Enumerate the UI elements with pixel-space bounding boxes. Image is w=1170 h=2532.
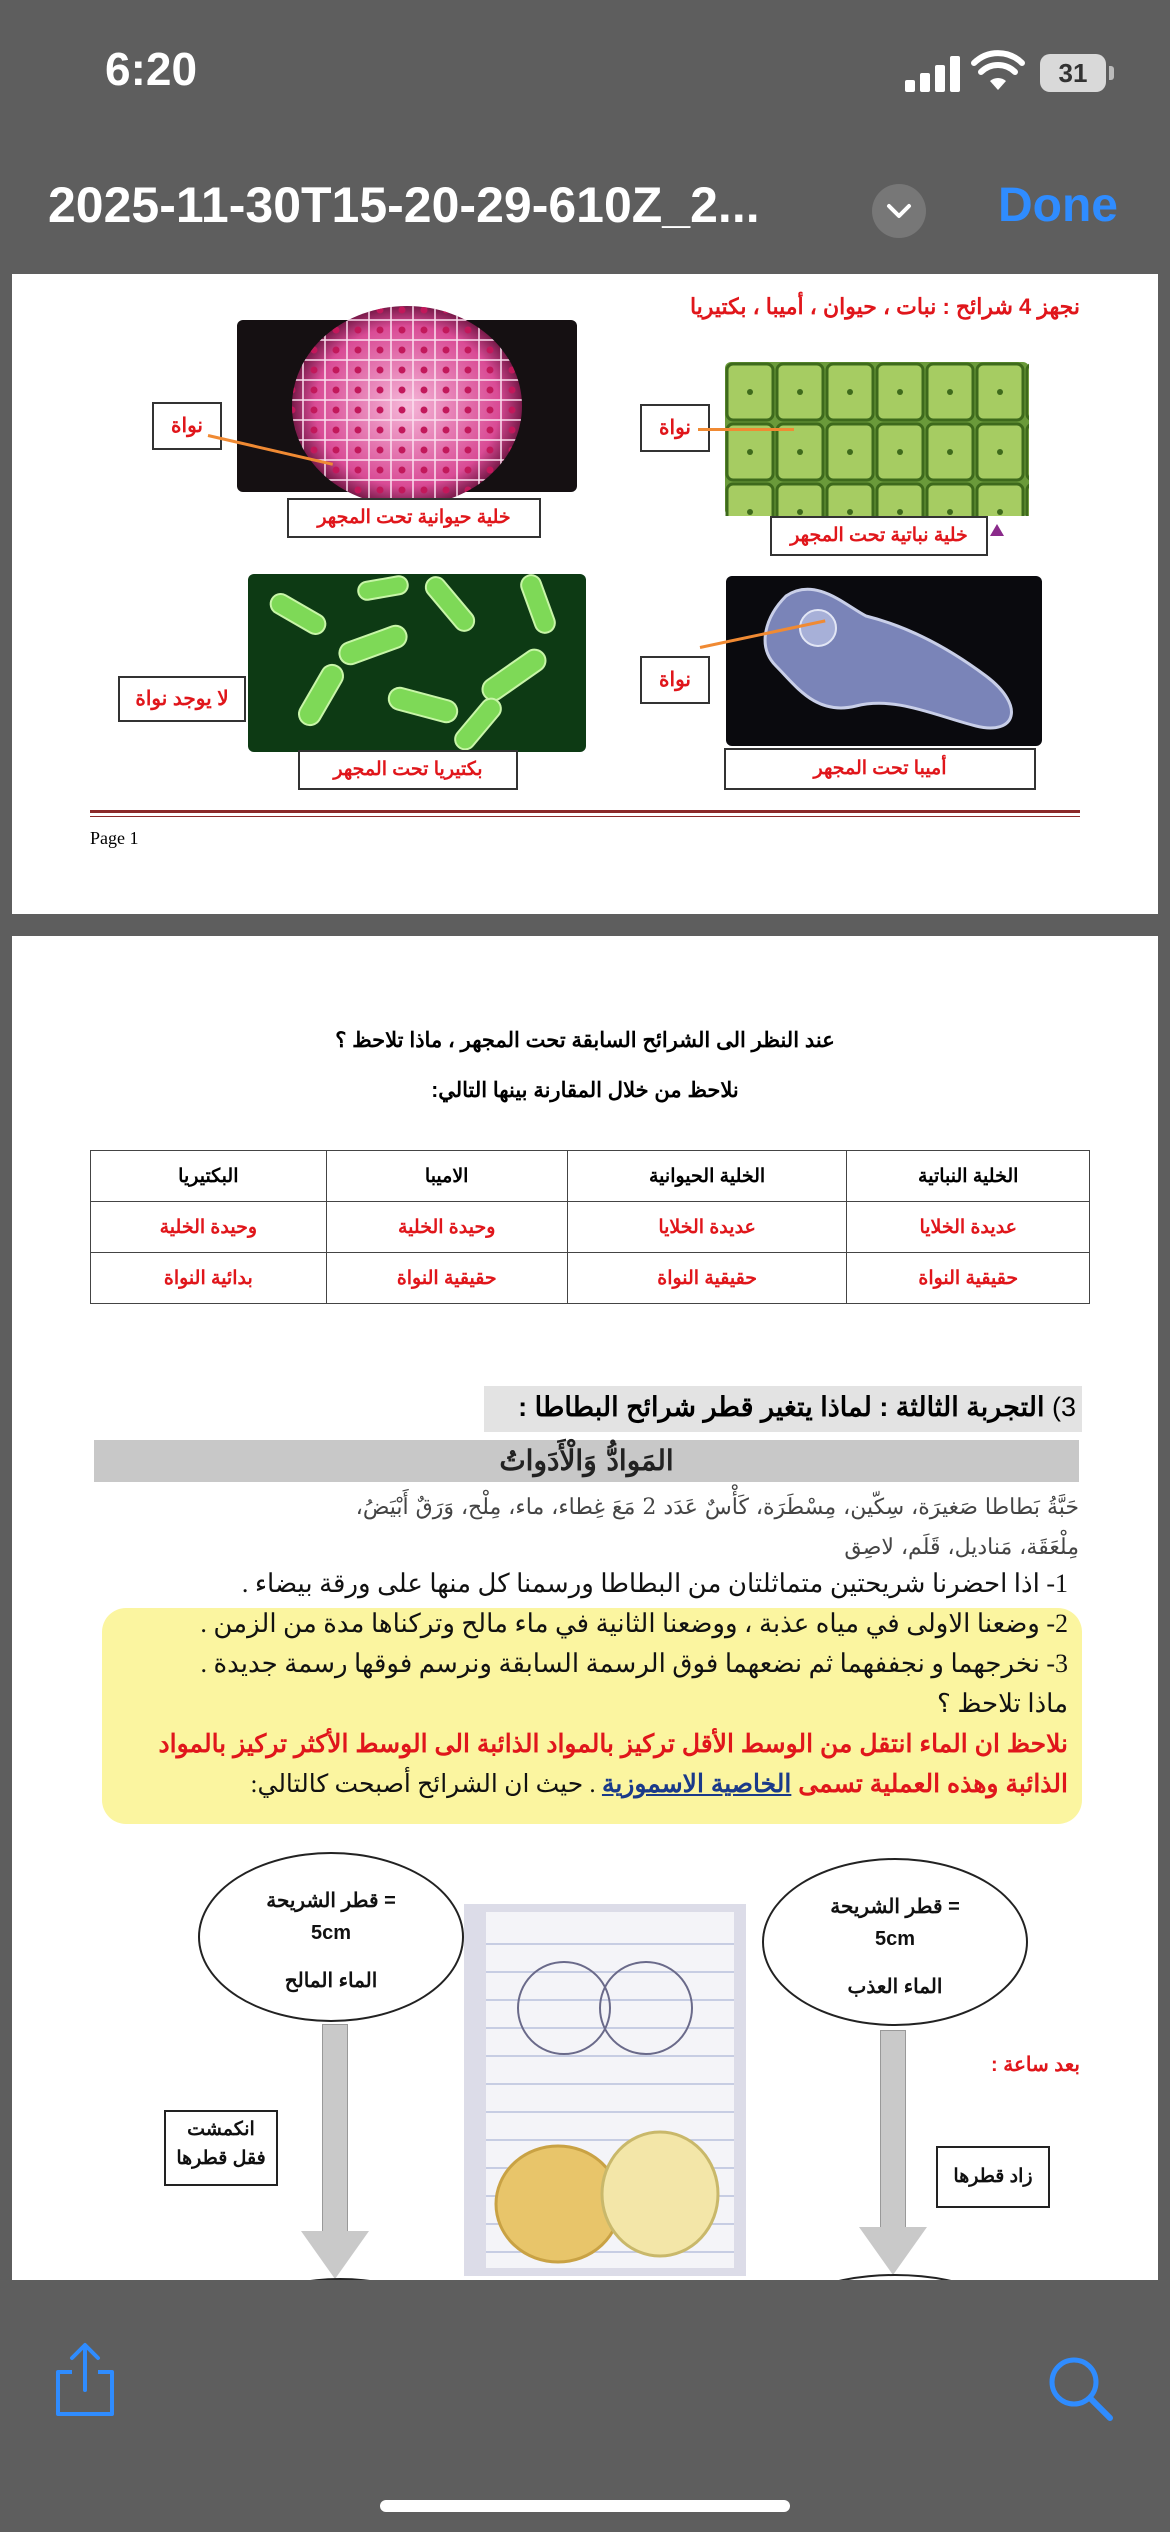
ellipse-label: قطر الشريحة = [830, 1896, 960, 1918]
pdf-page-2 [12, 936, 1158, 2336]
shrank-line: انكمشت [187, 2119, 255, 2140]
salt-water-ellipse [198, 1852, 464, 2022]
document-title[interactable]: 2025-11-30T15-20-29-610Z_2... [48, 177, 760, 233]
materials-title: المَوادُّ وَالْأَدَواتُ [94, 1440, 1079, 1482]
table-row [91, 1253, 1090, 1304]
bacteria-nucleus-label: لا يوجد نواة [118, 676, 246, 722]
pdf-page-1 [12, 274, 1158, 914]
wifi-icon [972, 52, 1024, 92]
amoeba-caption: أميبا تحت المجهر [724, 748, 1036, 790]
ellipse-value: 5cm [310, 1922, 352, 1944]
table-cell: بدائية النواة [91, 1253, 327, 1304]
page1-heading: نجهز 4 شرائح : نبات ، حيوان ، أميبا ، بكتيريا [689, 294, 1080, 319]
table-cell: وحيدة الخلية [91, 1202, 327, 1253]
down-arrow-right [880, 2030, 906, 2228]
table-cell: عديدة الخلايا [847, 1202, 1090, 1253]
document-nav-bar [0, 140, 1170, 274]
osmosis-term: الخاصية الاسموزية [601, 1770, 792, 1798]
page-number: Page 1 [90, 828, 139, 848]
shrank-line: فقل قطرها [176, 2148, 266, 2169]
plant-nucleus-label: نواة [640, 404, 710, 452]
table-header-cell: البكتيريا [91, 1151, 327, 1202]
done-button[interactable]: Done [998, 179, 1118, 232]
table-header-cell: الخلية الحيوانية [567, 1151, 847, 1202]
materials-text [94, 1488, 1079, 1568]
observation-line [128, 1764, 1068, 1805]
step-line: 3- نخرجهما و نجففهما ثم نضعهما فوق الرسمة السابقة ونرسم فوقها رسمة جديدة . [200, 1649, 1068, 1678]
table-header-row [91, 1151, 1090, 1202]
table-cell: وحيدة الخلية [326, 1202, 567, 1253]
triangle-marker-icon [990, 524, 1004, 536]
share-icon[interactable] [50, 2340, 120, 2420]
table-header-cell: الخلية النباتية [847, 1151, 1090, 1202]
step-line: 2- وضعنا الاولى في مياه عذبة ، ووضعنا الثانية في ماء مالح وتركناها مدة من الزمن . [200, 1609, 1068, 1638]
document-viewer[interactable] [0, 274, 1170, 2280]
search-icon[interactable] [1046, 2354, 1116, 2424]
materials-line: حَبَّةُ بَطاطا صَغيرَة، سِكّين، مِسْطَرَة، كَأْسٌ عَدَد 2 مَعَ غِطاء، ماء، مِلْح، وَرَقٌ أَبْيَضُ، [355, 1495, 1079, 1520]
ellipse-label: الماء العذب [847, 1976, 943, 1998]
ellipse-label: قطر الشريحة = [266, 1890, 396, 1912]
table-row [91, 1202, 1090, 1253]
ellipse-value: 5cm [874, 1928, 916, 1950]
fresh-water-ellipse [762, 1858, 1028, 2026]
home-indicator[interactable] [380, 2500, 790, 2512]
step-line: ماذا تلاحظ ؟ [937, 1689, 1068, 1718]
table-cell: حقيقية النواة [847, 1253, 1090, 1304]
page-footer-rule-thin [90, 816, 1080, 817]
chevron-down-icon[interactable] [872, 184, 926, 238]
page-footer-rule [90, 810, 1080, 813]
bacteria-caption: بكتيريا تحت المجهر [298, 750, 518, 790]
observation-text: الذائبة وهذه العملية تسمى [791, 1770, 1068, 1798]
status-time: 6:20 [105, 43, 198, 95]
table-cell: حقيقية النواة [567, 1253, 847, 1304]
down-arrow-left [322, 2024, 348, 2232]
plant-cell-caption: خلية نباتية تحت المجهر [770, 516, 988, 556]
shrank-note [164, 2110, 278, 2186]
table-cell: حقيقية النواة [326, 1253, 567, 1304]
experiment-number: 3) [1051, 1392, 1076, 1422]
comparison-table [90, 1150, 1090, 1304]
increased-note: زاد قطرها [936, 2146, 1050, 2208]
notebook-photo [464, 1904, 746, 2276]
cellular-signal-icon [905, 56, 961, 92]
amoeba-image [726, 576, 1042, 746]
step-line: 1- اذا احضرنا شريحتين متماثلتان من البطاطا ورسمنا كل منها على ورقة بيضاء . [241, 1569, 1068, 1598]
experiment-steps [128, 1564, 1068, 1805]
experiment-heading [518, 1392, 1076, 1423]
animal-cell-image [237, 320, 577, 492]
table-header-cell: الاميبا [326, 1151, 567, 1202]
status-bar [0, 0, 1170, 140]
bacteria-image [248, 574, 586, 752]
observation-line: نلاحظ ان الماء انتقل من الوسط الأقل تركيز بالمواد الذائبة الى الوسط الأكثر تركيز بالمواد [158, 1730, 1068, 1758]
comparison-intro: نلاحظ من خلال المقارنة بينها التالي: [431, 1079, 739, 1102]
animal-cell-caption: خلية حيوانية تحت المجهر [287, 498, 541, 538]
after-one-hour-label: بعد ساعة : [991, 2054, 1080, 2076]
ellipse-label: الماء المالح [284, 1970, 378, 1992]
experiment-title: التجربة الثالثة : لماذا يتغير قطر شرائح البطاطا : [518, 1392, 1045, 1422]
bottom-toolbar [0, 2280, 1170, 2532]
plant-cell-image [725, 362, 1029, 516]
nucleus-arrow [698, 428, 794, 431]
question-text: عند النظر الى الشرائح السابقة تحت المجهر ، ماذا تلاحظ ؟ [335, 1029, 835, 1052]
animal-nucleus-label: نواة [152, 402, 222, 450]
table-cell: عديدة الخلايا [567, 1202, 847, 1253]
amoeba-nucleus-label: نواة [640, 656, 710, 704]
observation-text: . حيث ان الشرائح أصبحت كالتالي: [250, 1771, 602, 1798]
battery-icon: 31 [1040, 54, 1106, 92]
materials-line: مِلْعَقَة، مَناديل، قَلَم، لاصِق [844, 1535, 1079, 1560]
